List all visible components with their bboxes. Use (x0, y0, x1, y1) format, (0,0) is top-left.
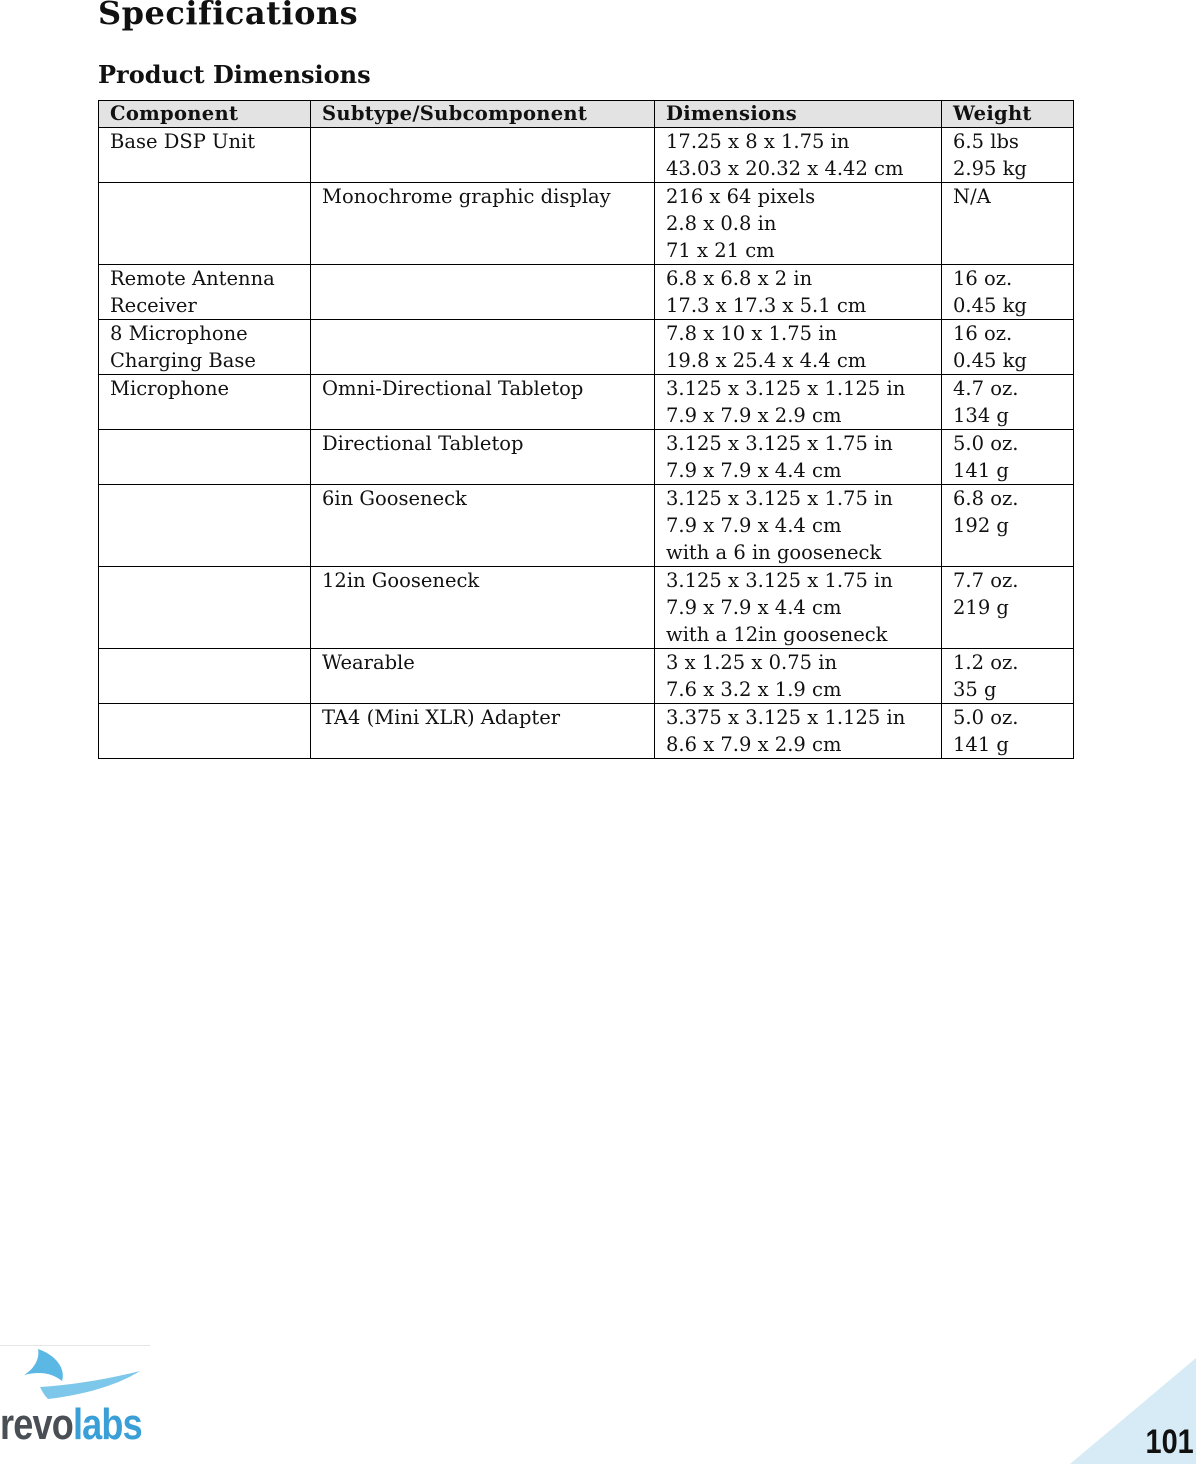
product-dimensions-table (98, 100, 1074, 759)
cell-weight: 1.2 oz. 35 g (942, 649, 1074, 704)
cell-weight: 7.7 oz. 219 g (942, 567, 1074, 649)
table-row (99, 485, 1074, 567)
cell-component (99, 485, 311, 567)
column-header-component: Component (99, 101, 311, 128)
cell-dimensions: 17.25 x 8 x 1.75 in 43.03 x 20.32 x 4.42 cm (655, 128, 942, 183)
cell-component: Base DSP Unit (99, 128, 311, 183)
page-title: Specifications (98, 0, 359, 32)
table-row (99, 649, 1074, 704)
cell-subtype: Wearable (311, 649, 655, 704)
cell-subtype: TA4 (Mini XLR) Adapter (311, 704, 655, 759)
cell-weight: 16 oz. 0.45 kg (942, 320, 1074, 375)
cell-component: Remote Antenna Receiver (99, 265, 311, 320)
table-row (99, 265, 1074, 320)
column-header-subtype: Subtype/Subcomponent (311, 101, 655, 128)
table-row (99, 128, 1074, 183)
logo-wordmark (0, 1399, 142, 1451)
cell-component (99, 704, 311, 759)
logo-text-labs: labs (72, 1400, 142, 1449)
section-title: Product Dimensions (98, 60, 371, 89)
cell-subtype: Directional Tabletop (311, 430, 655, 485)
cell-dimensions: 3.375 x 3.125 x 1.125 in 8.6 x 7.9 x 2.9 cm (655, 704, 942, 759)
cell-dimensions: 3.125 x 3.125 x 1.125 in 7.9 x 7.9 x 2.9 cm (655, 375, 942, 430)
column-header-weight: Weight (942, 101, 1074, 128)
logo-text-revo: revo (0, 1400, 73, 1449)
cell-subtype: 6in Gooseneck (311, 485, 655, 567)
cell-weight: 4.7 oz. 134 g (942, 375, 1074, 430)
table-row (99, 320, 1074, 375)
cell-weight: N/A (942, 183, 1074, 265)
cell-component: 8 Microphone Charging Base (99, 320, 311, 375)
cell-weight: 6.8 oz. 192 g (942, 485, 1074, 567)
cell-dimensions: 3.125 x 3.125 x 1.75 in 7.9 x 7.9 x 4.4 cm (655, 430, 942, 485)
table-row (99, 704, 1074, 759)
table-row (99, 567, 1074, 649)
cell-subtype: 12in Gooseneck (311, 567, 655, 649)
cell-subtype: Omni-Directional Tabletop (311, 375, 655, 430)
cell-weight: 5.0 oz. 141 g (942, 704, 1074, 759)
page-corner (1070, 1358, 1196, 1464)
table-header-row (99, 101, 1074, 128)
cell-dimensions: 6.8 x 6.8 x 2 in 17.3 x 17.3 x 5.1 cm (655, 265, 942, 320)
fin-wave-logo-icon (0, 1345, 152, 1403)
cell-subtype: Monochrome graphic display (311, 183, 655, 265)
cell-subtype (311, 320, 655, 375)
cell-weight: 6.5 lbs 2.95 kg (942, 128, 1074, 183)
table-row (99, 375, 1074, 430)
cell-component (99, 567, 311, 649)
page-number: 101 (1145, 1423, 1194, 1461)
cell-dimensions: 3.125 x 3.125 x 1.75 in 7.9 x 7.9 x 4.4 cm with a 12in gooseneck (655, 567, 942, 649)
cell-component (99, 430, 311, 485)
cell-dimensions: 7.8 x 10 x 1.75 in 19.8 x 25.4 x 4.4 cm (655, 320, 942, 375)
cell-dimensions: 3.125 x 3.125 x 1.75 in 7.9 x 7.9 x 4.4 cm with a 6 in gooseneck (655, 485, 942, 567)
column-header-dimensions: Dimensions (655, 101, 942, 128)
table-row (99, 183, 1074, 265)
cell-component: Microphone (99, 375, 311, 430)
revolabs-logo (0, 1345, 152, 1457)
cell-component (99, 649, 311, 704)
cell-dimensions: 3 x 1.25 x 0.75 in 7.6 x 3.2 x 1.9 cm (655, 649, 942, 704)
cell-subtype (311, 265, 655, 320)
cell-dimensions: 216 x 64 pixels 2.8 x 0.8 in 71 x 21 cm (655, 183, 942, 265)
table-row (99, 430, 1074, 485)
cell-subtype (311, 128, 655, 183)
cell-weight: 16 oz. 0.45 kg (942, 265, 1074, 320)
cell-component (99, 183, 311, 265)
cell-weight: 5.0 oz. 141 g (942, 430, 1074, 485)
